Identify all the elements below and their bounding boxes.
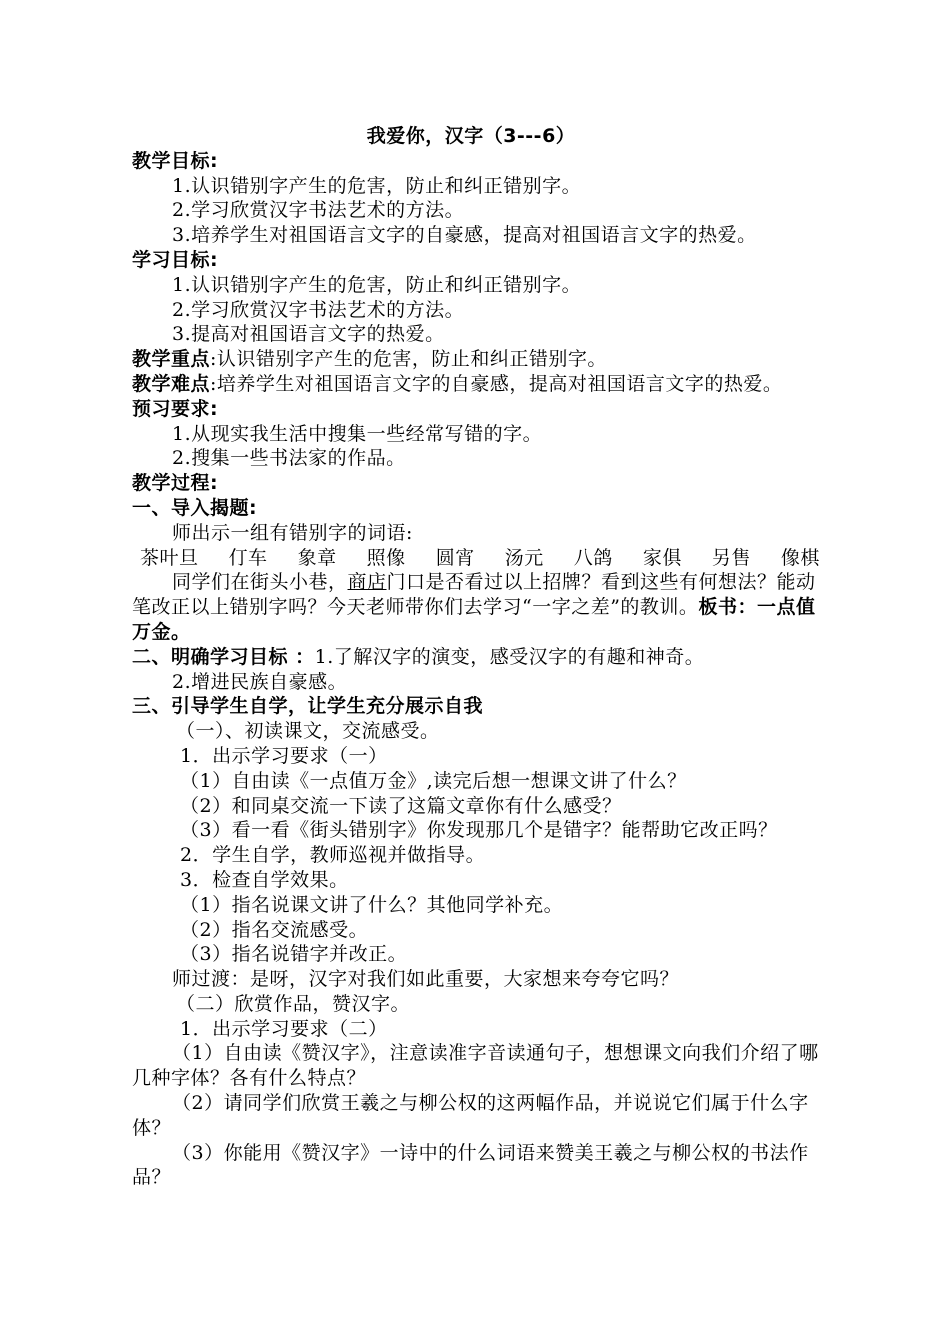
difficulty <box>132 372 824 397</box>
board-writing: 板书：一点值万金。 <box>132 596 816 643</box>
paragraph-text: 同学们在街头小巷， <box>172 571 348 594</box>
teaching-goal-item: 1.认识错别字产生的危害，防止和纠正错别字。 <box>172 174 582 197</box>
requirement-item: （2）请同学们欣赏王羲之与柳公权的这两幅作品，并说说它们属于什么字体？ <box>132 1092 809 1139</box>
check-item: （1）指名说课文讲了什么？其他同学补充。 <box>180 893 564 916</box>
section3-step: 1．出示学习要求（二） <box>180 1017 388 1040</box>
learning-goal-item: 3.提高对祖国语言文字的热爱。 <box>172 323 445 346</box>
learning-goal-item: 2.学习欣赏汉字书法艺术的方法。 <box>172 298 465 321</box>
wrong-word: 汤元 <box>504 546 544 569</box>
section1-paragraph <box>132 570 824 644</box>
key-point-text: :认识错别字产生的危害，防止和纠正错别字。 <box>210 348 607 371</box>
learning-goals-heading: 学习目标: <box>132 248 219 271</box>
wrong-word: 像棋 <box>780 546 820 569</box>
wrong-word: 八鸽 <box>573 546 613 569</box>
wrong-word: 照像 <box>366 546 406 569</box>
wrong-word: 象章 <box>297 546 337 569</box>
teaching-goal-item: 3.培养学生对祖国语言文字的自豪感，提高对祖国语言文字的热爱。 <box>172 224 757 247</box>
section3-step: 1．出示学习要求（一） <box>180 744 388 767</box>
process-heading: 教学过程: <box>132 472 219 495</box>
wrong-word: 家俱 <box>642 546 682 569</box>
section3-part-heading: （二）欣赏作品，赞汉字。 <box>176 992 411 1015</box>
section3-part-heading: （一）、初读课文，交流感受。 <box>176 720 440 743</box>
document-title: 我爱你，汉字（3---6） <box>366 125 576 147</box>
teaching-goals-heading: 教学目标: <box>132 149 219 172</box>
requirement-item: （3）你能用《赞汉字》一诗中的什么词语来赞美王羲之与柳公权的书法作品？ <box>132 1141 809 1189</box>
requirement-item: （1）自由读《一点值万金》,读完后想一想课文讲了什么？ <box>180 769 687 792</box>
wrong-word: 圆宵 <box>435 546 475 569</box>
lesson-plan <box>132 124 824 1190</box>
requirement-item: （1）自由读《赞汉字》，注意读准字音读通句子，想想课文向我们介绍了哪几种字体？各有什么特点？ <box>132 1042 819 1090</box>
wrong-word: 茶叶旦 <box>140 546 199 569</box>
section3-heading: 三、引导学生自学，让学生充分展示自我 <box>132 695 484 718</box>
section1-intro: 师出示一组有错别字的词语: <box>172 521 413 544</box>
wrong-words-list <box>132 546 824 571</box>
section2-heading: 二、明确学习目标 ： <box>132 645 315 668</box>
section1-heading: 一、导入揭题: <box>132 496 258 519</box>
requirement-item: （2）和同桌交流一下读了这篇文章你有什么感受？ <box>180 794 622 817</box>
check-item: （3）指名说错字并改正。 <box>180 943 408 966</box>
wrong-word: 仃车 <box>228 546 268 569</box>
difficulty-label: 教学难点 <box>132 372 211 395</box>
section2-item: 1.了解汉字的演变，感受汉字的有趣和神奇。 <box>314 645 705 668</box>
key-point <box>132 347 824 372</box>
wrong-word: 另售 <box>711 546 751 569</box>
section2-line <box>132 645 824 670</box>
transition-text: 师过渡：是呀，汉字对我们如此重要，大家想来夸夸它吗？ <box>172 968 680 991</box>
section3-step: 2．学生自学，教师巡视并做指导。 <box>180 844 486 867</box>
learning-goal-item: 1.认识错别字产生的危害，防止和纠正错别字。 <box>172 273 582 296</box>
check-item: （2）指名交流感受。 <box>180 918 369 941</box>
paragraph-text: 门口是否看过以上招牌？看到这些有何想法？能动笔改正以上错别字吗？今天老师带你们去学习“一字之差”的教训。 <box>132 571 816 619</box>
key-point-label: 教学重点 <box>132 348 211 371</box>
section3-step: 3．检查自学效果。 <box>180 868 349 891</box>
underlined-word: 商店 <box>347 571 387 594</box>
preview-item: 2.搜集一些书法家的作品。 <box>172 447 406 470</box>
requirement-item: （3）看一看《街头错别字》你发现那几个是错字？能帮助它改正吗？ <box>180 819 778 842</box>
difficulty-text: :培养学生对祖国语言文字的自豪感，提高对祖国语言文字的热爱。 <box>210 372 783 395</box>
teaching-goal-item: 2.学习欣赏汉字书法艺术的方法。 <box>172 199 465 222</box>
section2-item: 2.增进民族自豪感。 <box>172 670 348 693</box>
preview-heading: 预习要求: <box>132 397 219 420</box>
preview-item: 1.从现实我生活中搜集一些经常写错的字。 <box>172 422 543 445</box>
